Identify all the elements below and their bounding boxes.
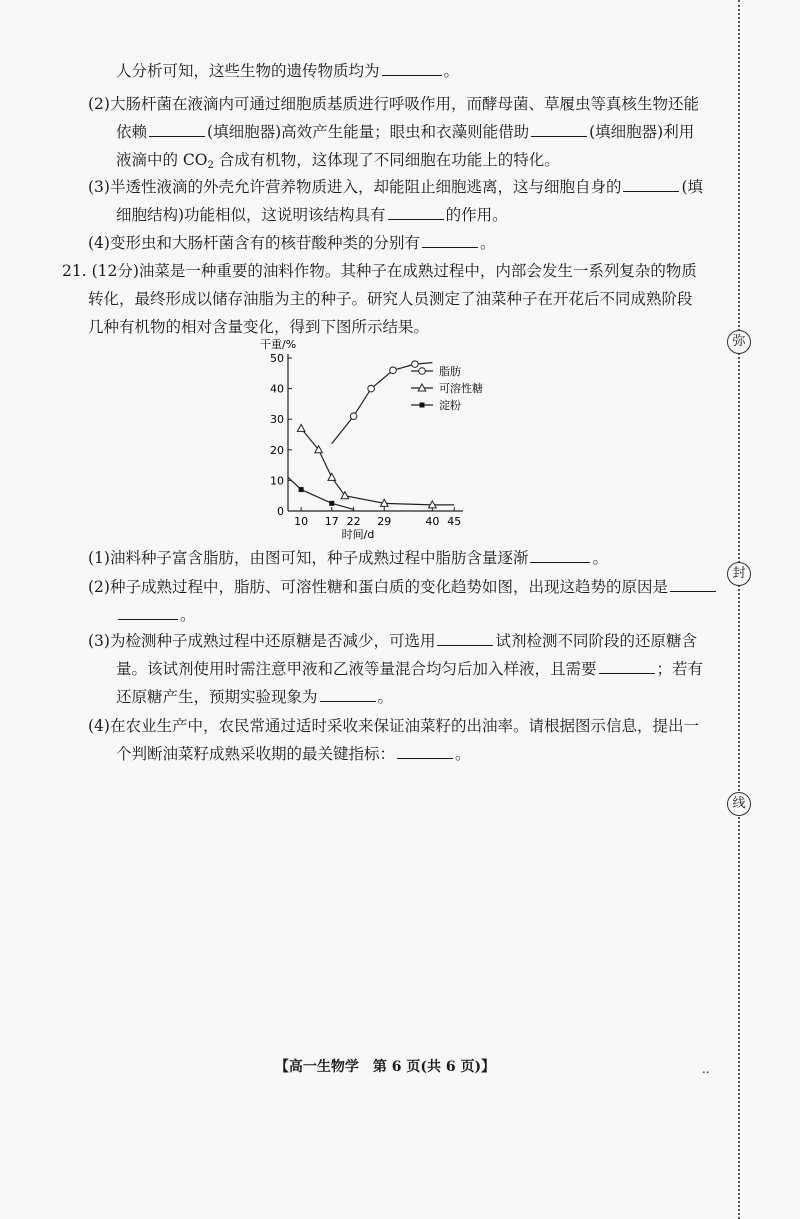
q21-4: (4)在农业生产中，农民常通过适时采收来保证油菜籽的出油率。请根据图示信息，提出一 xyxy=(88,717,699,735)
legend-label: 可溶性糖 xyxy=(439,382,483,395)
answer-blank[interactable] xyxy=(320,687,376,702)
data-point-circle xyxy=(412,361,419,368)
q20-3: (3)半透性液滴的外壳允许营养物质进入，却能阻止细胞逃离，这与细胞自身的 (填 xyxy=(88,178,704,196)
chart-series xyxy=(288,361,454,510)
data-point-square xyxy=(329,501,334,506)
x-tick-label: 45 xyxy=(447,515,462,528)
x-tick-label: 40 xyxy=(425,515,440,528)
x-tick-label: 17 xyxy=(324,515,339,528)
answer-blank[interactable] xyxy=(149,122,205,137)
x-tick-label: 29 xyxy=(377,515,392,528)
answer-blank[interactable] xyxy=(531,122,587,137)
data-point-circle xyxy=(419,368,426,375)
x-axis-label: 时间/d xyxy=(341,528,375,541)
q21-4-line2: 个判断油菜籽成熟采收期的最关键指标： 。 xyxy=(116,745,471,763)
footer-dots: .. xyxy=(702,1062,710,1076)
chart-axes xyxy=(260,337,463,541)
data-point-circle xyxy=(350,413,357,420)
answer-blank[interactable] xyxy=(437,631,493,646)
answer-blank[interactable] xyxy=(422,233,478,248)
answer-blank[interactable] xyxy=(118,605,178,620)
data-point-square xyxy=(299,487,304,492)
q20-1-continued: 人分析可知，这些生物的遗传物质均为 。 xyxy=(116,62,460,80)
seal-char-1: 弥 xyxy=(727,330,751,354)
page-footer: 【高一生物学 第 6 页(共 6 页)】 xyxy=(274,1059,496,1075)
answer-blank[interactable] xyxy=(670,577,716,592)
binding-line xyxy=(738,0,740,1219)
answer-blank[interactable] xyxy=(397,744,453,759)
q20-2-line2: 依赖 (填细胞器)高效产生能量；眼虫和衣藻则能借助 (填细胞器)利用 xyxy=(116,123,695,141)
data-point-circle xyxy=(368,385,375,392)
series-line xyxy=(301,428,454,505)
answer-blank[interactable] xyxy=(382,61,442,76)
answer-blank[interactable] xyxy=(530,548,590,563)
answer-blank[interactable] xyxy=(599,659,655,674)
q20-4: (4)变形虫和大肠杆菌含有的核苷酸种类的分别有 。 xyxy=(88,234,496,252)
data-point-square xyxy=(420,403,425,408)
chart-legend xyxy=(411,364,483,412)
y-tick-label: 0 xyxy=(277,505,284,518)
q21-3-line3: 还原糖产生，预期实验现象为 。 xyxy=(116,688,394,706)
q21-stem-2: 转化，最终形成以储存油脂为主的种子。研究人员测定了油菜种子在开花后不同成熟阶段 xyxy=(88,290,693,308)
q21-3: (3)为检测种子成熟过程中还原糖是否减少，可选用 试剂检测不同阶段的还原糖含 xyxy=(88,632,697,650)
legend-label: 淀粉 xyxy=(439,399,461,412)
q20-3-line2: 细胞结构)功能相似，这说明该结构具有 的作用。 xyxy=(116,206,508,224)
q20-2: (2)大肠杆菌在液滴内可通过细胞质基质进行呼吸作用，而酵母菌、草履虫等真核生物还能 xyxy=(88,95,699,113)
q21-stem-3: 几种有机物的相对含量变化，得到下图所示结果。 xyxy=(88,318,430,336)
q21-2: (2)种子成熟过程中，脂肪、可溶性糖和蛋白质的变化趋势如图，出现这趋势的原因是 xyxy=(88,577,718,597)
y-tick-label: 50 xyxy=(270,352,284,365)
seal-char-2: 封 xyxy=(727,562,751,586)
y-axis-label: 干重/% xyxy=(260,338,297,351)
seal-char-3: 线 xyxy=(727,792,751,816)
chart xyxy=(258,336,498,541)
q21-3-line2: 量。该试剂使用时需注意甲液和乙液等量混合均匀后加入样液，且需要 ；若有 xyxy=(116,660,704,678)
y-tick-label: 10 xyxy=(270,474,284,488)
q21-stem-1: 21. (12分)油菜是一种重要的油料作物。其种子在成熟过程中，内部会发生一系列复杂的物质 xyxy=(62,262,697,280)
data-point-circle xyxy=(390,367,397,374)
q20-2-line3: 液滴中的 $CO_2$ 合成有机物，这体现了不同细胞在功能上的特化。 xyxy=(116,151,560,171)
answer-blank[interactable] xyxy=(623,177,679,192)
x-tick-label: 22 xyxy=(346,515,361,528)
y-tick-label: 20 xyxy=(270,443,284,457)
y-tick-label: 30 xyxy=(270,413,284,427)
q21-2-line2: 。 xyxy=(116,605,196,625)
y-tick-label: 40 xyxy=(270,382,284,396)
answer-blank[interactable] xyxy=(388,205,444,220)
q21-1: (1)油料种子富含脂肪，由图可知，种子成熟过程中脂肪含量逐渐 。 xyxy=(88,549,608,567)
data-point-triangle xyxy=(297,424,305,431)
series-line xyxy=(332,363,433,444)
data-point-triangle xyxy=(328,473,336,480)
x-tick-label: 10 xyxy=(294,515,309,528)
legend-label: 脂肪 xyxy=(439,365,461,378)
